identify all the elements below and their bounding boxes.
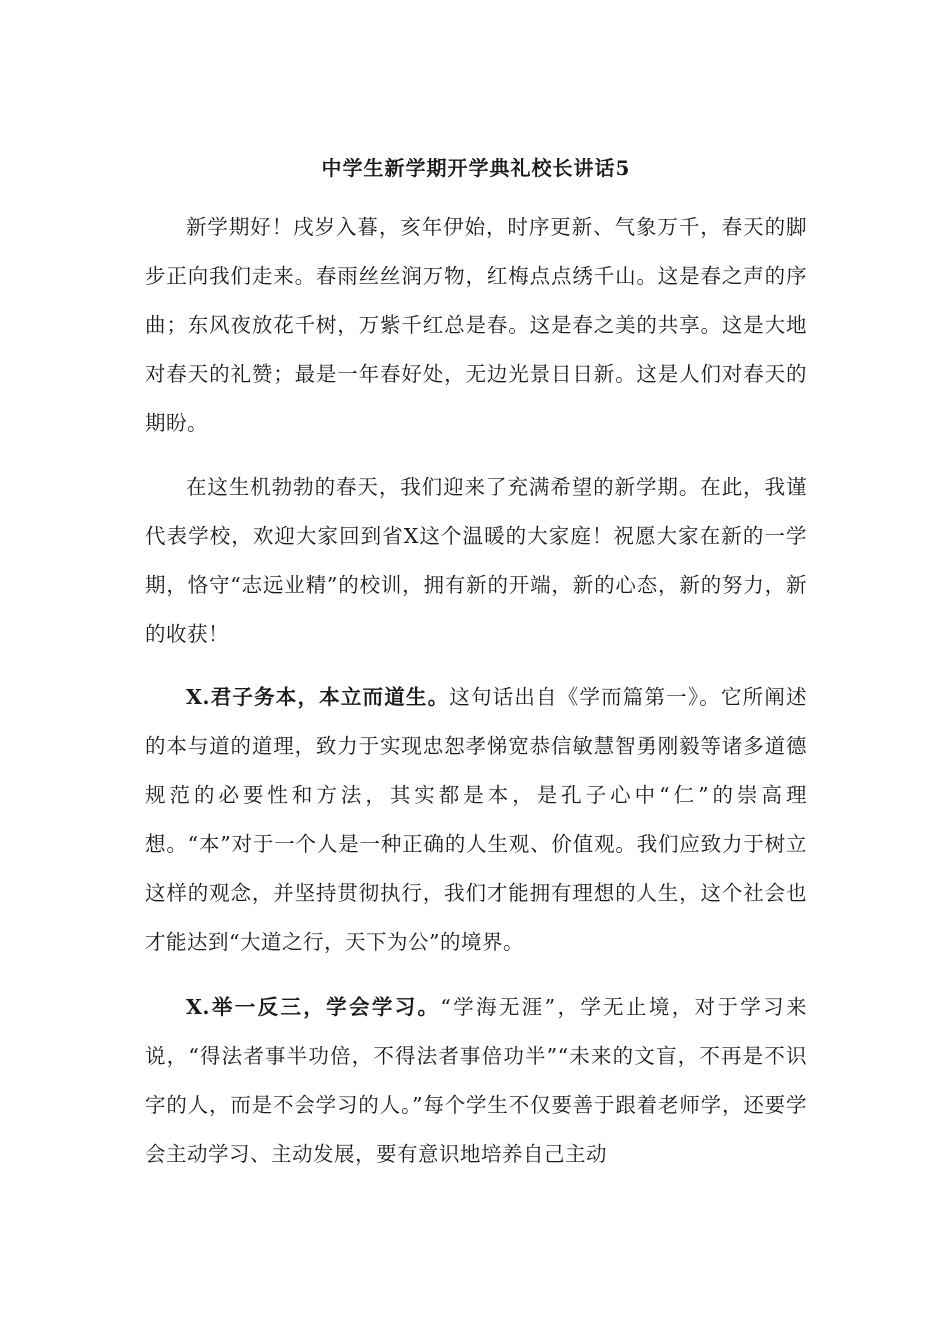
paragraph-lead: X.君子务本，本立而道生。 [186, 685, 450, 709]
paragraph-greeting [145, 203, 807, 448]
paragraph-text: 新学期好！戌岁入暮，亥年伊始，时序更新、气象万千，春天的脚步正向我们走来。春雨丝丝润万物，红梅点点绣千山。这是春之声的序曲；东风夜放花千树，万紫千红总是春。这是春之美的共享。这是大地对春天的礼赞；最是一年春好处，无边光景日日新。这是人们对春天的期盼。 [145, 215, 807, 435]
paragraph-point-ben [145, 673, 807, 967]
paragraph-text: 这句话出自《学而篇第一》。它所阐述的本与道的道理，致力于实现忠恕孝悌宽恭信敏慧智勇刚毅等诸多道德规范的必要性和方法，其实都是本，是孔子心中“仁”的崇高理想。“本”对于一个人是一种正确的人生观、价值观。我们应致力于树立这样的观念，并坚持贯彻执行，我们才能拥有理想的人生，这个社会也才能达到“大道之行，天下为公”的境界。 [145, 685, 808, 954]
paragraph-text: “学海无涯”，学无止境，对于学习来说，“得法者事半功倍，不得法者事倍功半”“未来的文盲，不再是不识字的人，而是不会学习的人。”每个学生不仅要善于跟着老师学，还要学会主动学习、主动发展，要有意识地培养自己主动 [145, 995, 807, 1166]
paragraph-welcome [145, 463, 807, 659]
paragraph-text: 在这生机勃勃的春天，我们迎来了充满希望的新学期。在此，我谨代表学校，欢迎大家回到省X这个温暖的大家庭！祝愿大家在新的一学期，恪守“志远业精”的校训，拥有新的开端，新的心态，新的努力，新的收获！ [145, 475, 807, 646]
paragraph-point-learning [145, 983, 807, 1179]
document-title: 中学生新学期开学典礼校长讲话5 [321, 156, 631, 180]
paragraph-lead: X.举一反三，学会学习。 [186, 995, 441, 1019]
